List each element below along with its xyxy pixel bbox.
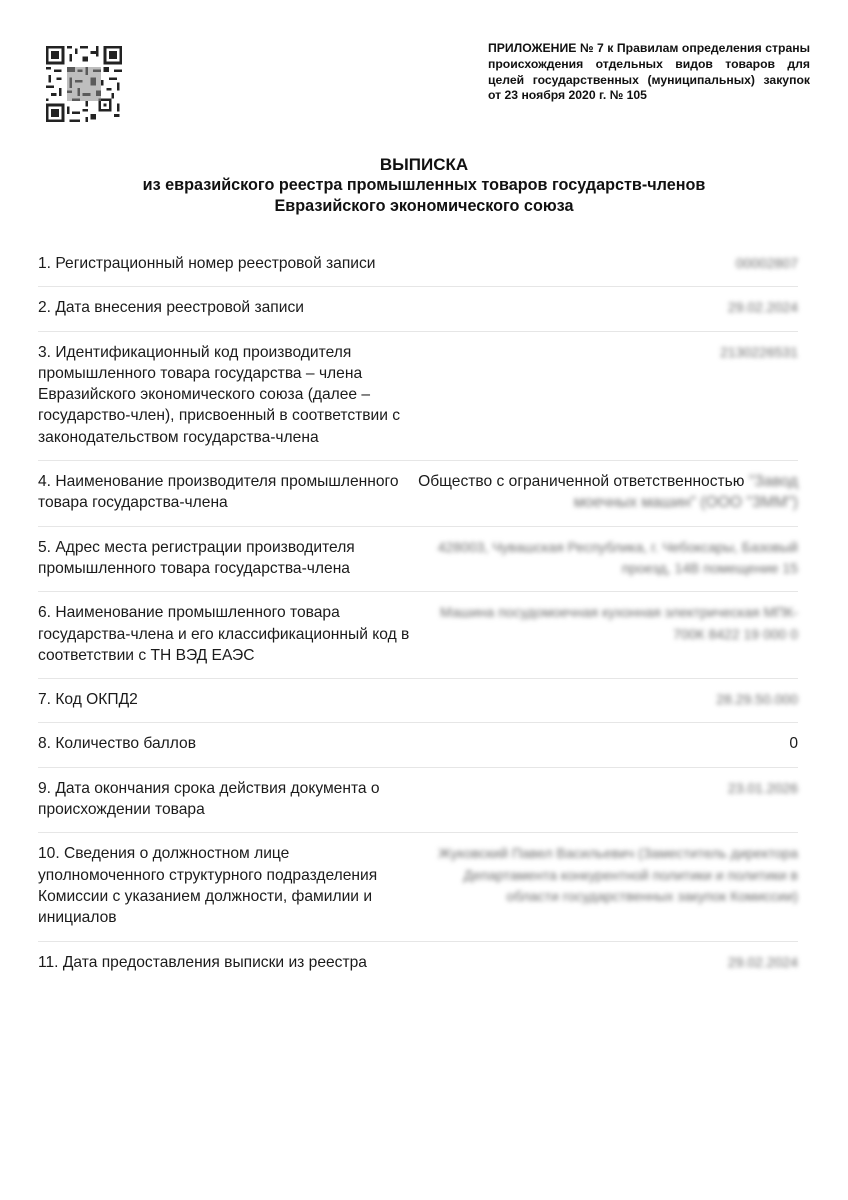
row-value-redacted: "Завод моечных машин" (ООО "ЗММ") (573, 473, 798, 512)
row-value: 28.29.50.000 (716, 691, 798, 708)
row-label: 11. Дата предоставления выписки из реестра (38, 953, 367, 971)
row-value: 23.01.2026 (727, 779, 798, 796)
table-row (38, 679, 798, 723)
row-label: 2. Дата внесения реестровой записи (38, 299, 304, 317)
title-main: ВЫПИСКА (379, 155, 469, 174)
table-row (38, 243, 798, 287)
row-label: 1. Регистрационный номер реестровой записи (38, 255, 376, 272)
row-value: 428003, Чувашская Республика, г. Чебоксары, Базовый проезд, 14В помещение 15 (437, 538, 798, 576)
row-label: 10. Сведения о должностном лице уполномоченного структурного подразделения Комиссии с указанием должности, фамилии и инициалов (38, 845, 378, 927)
row-value (418, 471, 798, 514)
table-row (38, 461, 798, 527)
row-label: 6. Наименование промышленного товара государства-члена и его классификационный код в соответствии с ТН ВЭД ЕАЭС (38, 604, 410, 664)
appendix-note: ПРИЛОЖЕНИЕ № 7 к Правилам определения страны происхождения отдельных видов товаров для целей государственных (муниципальных) закупок от 23 ноября 2020 г. № 105 (488, 41, 810, 103)
row-label: 3. Идентификационный код производителя промышленного товара государства – члена Евразийского экономического союза (далее – государство-член), присвоенный в соответствии с законодательством государства-члена (38, 343, 401, 446)
title-line-3: Евразийского экономического союза (274, 197, 574, 215)
row-label: 4. Наименование производителя промышленного товара государства-члена (38, 473, 399, 512)
row-value: 29.02.2024 (727, 299, 798, 316)
title-line-2: из евразийского реестра промышленных товаров государств-членов (142, 176, 706, 194)
table-row (38, 592, 798, 679)
row-value: 0 (789, 735, 798, 753)
row-label: 8. Количество баллов (38, 735, 196, 753)
table-row (38, 332, 798, 461)
table-row (38, 833, 798, 941)
row-label: 7. Код ОКПД2 (38, 691, 138, 709)
row-value: 00002807 (735, 255, 798, 271)
row-value: Машина посудомоечная кухонная электрическая МПК- 700К 8422 19 000 0 (440, 604, 798, 642)
registry-table (38, 243, 798, 985)
table-row (38, 942, 798, 985)
table-row (38, 723, 798, 767)
row-value-clear: Общество с ограниченной ответственностью (418, 473, 749, 491)
qr-code (46, 46, 122, 122)
table-row (38, 287, 798, 331)
table-row (38, 527, 798, 593)
row-value: Жуковский Павел Васильевич (Заместитель директора Департамента конкурентной политики и политики в области государственных закупок Комиссии) (438, 845, 798, 904)
row-label: 5. Адрес места регистрации производителя промышленного товара государства-члена (38, 538, 355, 577)
row-value: 29.02.2024 (727, 953, 798, 970)
table-row (38, 768, 798, 834)
row-value: 2130226531 (720, 343, 798, 360)
document-title (0, 154, 848, 217)
row-label: 9. Дата окончания срока действия документа о происхождении товара (38, 779, 380, 819)
